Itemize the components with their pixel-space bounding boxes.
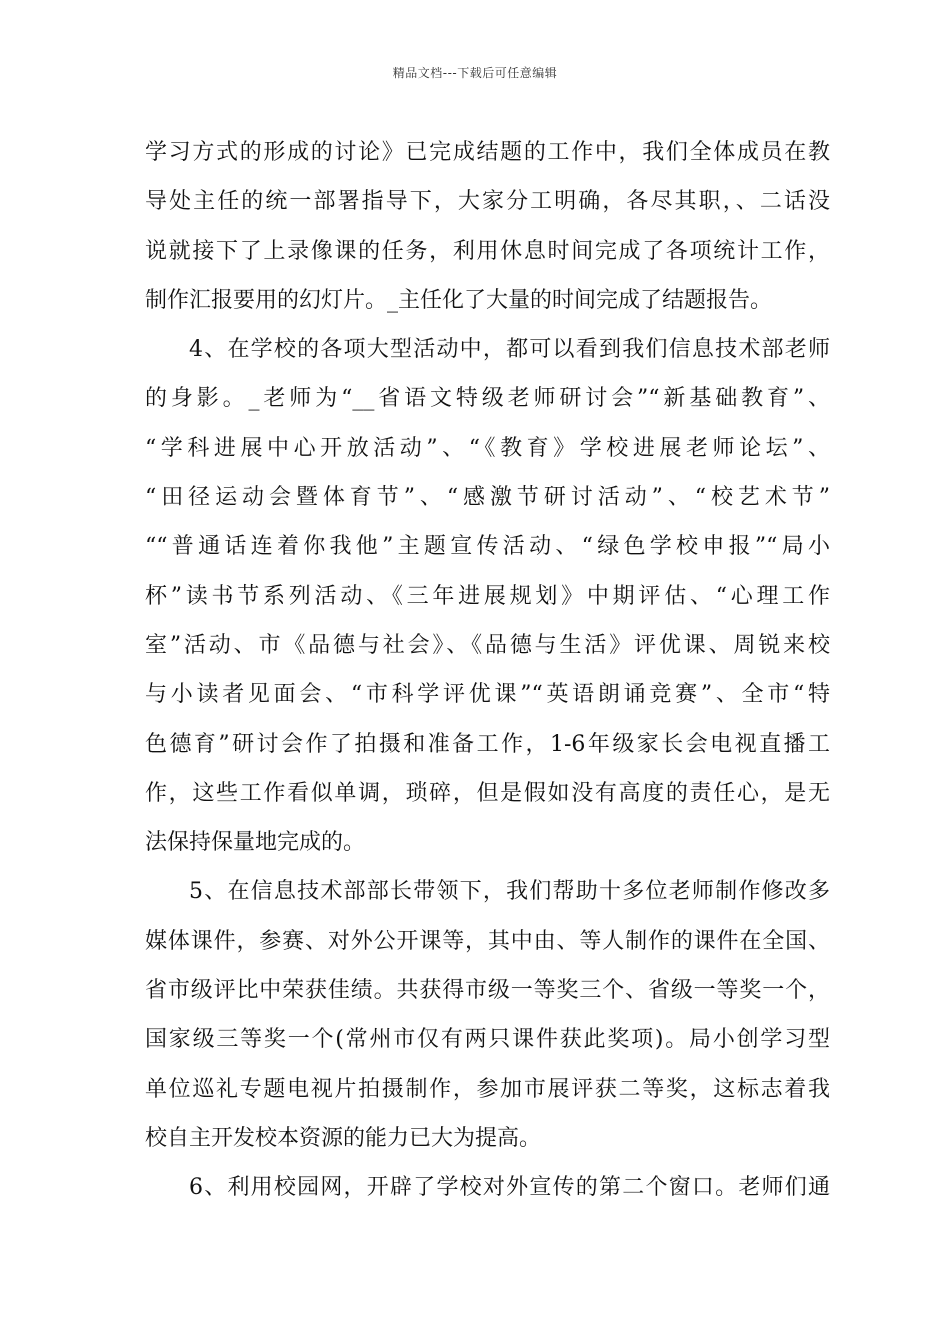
text-line: 法保持保量地完成的。 bbox=[145, 830, 366, 856]
text-line: 学习方式的形成的讨论》已完成结题的工作中，我们全体成员在教 bbox=[145, 140, 830, 165]
text-line: 4、在学校的各项大型活动中，都可以看到我们信息技术部老师 bbox=[189, 337, 830, 363]
text-line: 的身影。_老师为“__省语文特级老师研讨会”“新基础教育”、 bbox=[145, 386, 830, 412]
text-line: 媒体课件，参赛、对外公开课等，其中由、等人制作的课件在全国、 bbox=[145, 928, 830, 954]
text-line: 国家级三等奖一个(常州市仅有两只课件获此奖项)。局小创学习型 bbox=[145, 1027, 830, 1053]
text-line: 制作汇报要用的幻灯片。_主任化了大量的时间完成了结题报告。 bbox=[145, 287, 773, 313]
text-line: “田径运动会暨体育节”、“感激节研讨活动”、“校艺术节” bbox=[145, 485, 830, 511]
text-line: ““普通话连着你我他”主题宣传活动、“绿色学校申报”“局小 bbox=[145, 534, 830, 560]
text-line: 作，这些工作看似单调，琐碎，但是假如没有高度的责任心，是无 bbox=[145, 780, 830, 806]
text-line: 省市级评比中荣获佳绩。共获得市级一等奖三个、省级一等奖一个， bbox=[145, 978, 830, 1004]
text-line: 6、利用校园网，开辟了学校对外宣传的第二个窗口。老师们通 bbox=[189, 1175, 830, 1201]
text-line: 色德育”研讨会作了拍摄和准备工作，1-6年级家长会电视直播工 bbox=[145, 731, 830, 757]
text-line: “学科进展中心开放活动”、“《教育》学校进展老师论坛”、 bbox=[145, 435, 830, 461]
text-line: 单位巡礼专题电视片拍摄制作，参加市展评获二等奖，这标志着我 bbox=[145, 1076, 830, 1102]
text-line: 室”活动、市《品德与社会》、《品德与生活》评优课、周锐来校 bbox=[145, 632, 830, 658]
text-line: 杯”读书节系列活动、《三年进展规划》中期评估、“心理工作 bbox=[145, 583, 830, 609]
document-body bbox=[145, 128, 830, 1213]
text-line: 说就接下了上录像课的任务，利用休息时间完成了各项统计工作， bbox=[145, 238, 830, 264]
page-header: 精品文档---下载后可任意编辑 bbox=[392, 66, 558, 80]
text-line: 与小读者见面会、“市科学评优课”“英语朗诵竞赛”、全市“特 bbox=[145, 682, 830, 708]
text-line: 校自主开发校本资源的能力已大为提高。 bbox=[145, 1125, 542, 1151]
text-line: 5、在信息技术部部长带领下，我们帮助十多位老师制作修改多 bbox=[189, 879, 830, 905]
text-line: 导处主任的统一部署指导下，大家分工明确，各尽其职，、二话没 bbox=[145, 189, 830, 215]
